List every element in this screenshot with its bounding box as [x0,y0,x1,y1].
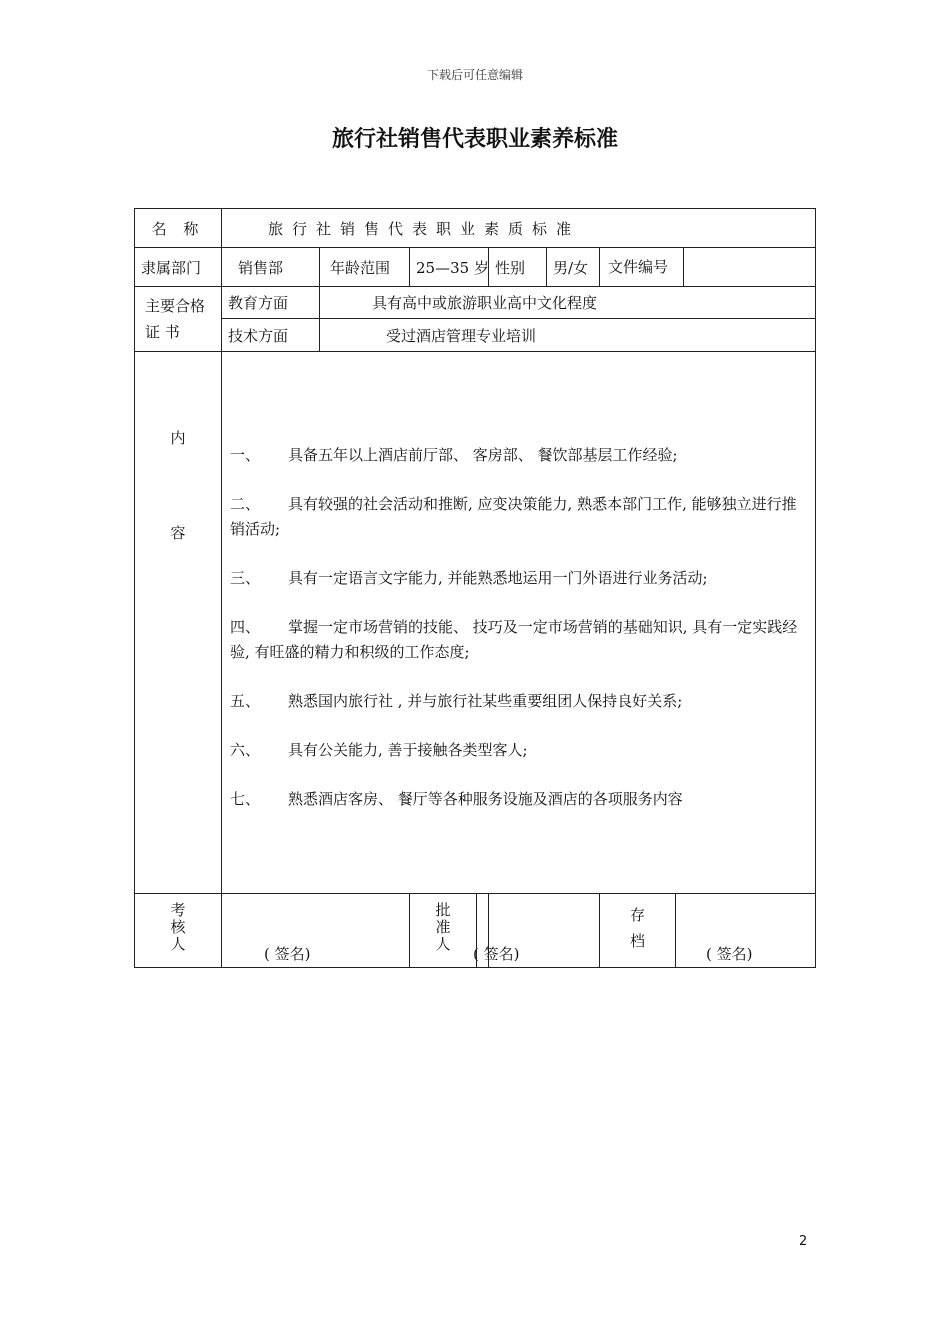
education-label: 教育方面 [222,287,320,319]
item-text: 熟悉国内旅行社 , 并与旅行社某些重要组团人保持良好关系; [288,692,683,710]
item-number: 七、 [230,790,261,808]
approver-block [410,894,489,968]
header-note: 下载后可任意编辑 [426,68,523,82]
archive-sign-text[interactable]: ( 签名) [706,945,753,963]
approver-label: 批准人 [410,894,477,967]
item-text: 掌握一定市场营销的技能、 技巧及一定市场营销的基础知识, 具有一定实践经验, 有旺盛的精力和积级的工作态度; [230,618,798,661]
requirement-item [230,615,807,665]
page-number: 2 [799,1234,808,1249]
gender-label: 性别 [489,248,547,287]
approver-signature[interactable] [473,894,600,968]
item-text: 具有较强的社会活动和推断, 应变决策能力, 熟悉本部门工作, 能够独立进行推销活动; [230,495,797,538]
content-row [135,352,816,894]
reviewer-sign-text: ( 签名) [264,945,311,963]
content-label [135,352,222,894]
document-title: 旅行社销售代表职业素养标准 [331,127,618,152]
dept-value: 销售部 [222,248,320,287]
item-number: 二、 [230,495,261,513]
certificate-label: 主要合格证 书 [135,287,222,352]
item-number: 五、 [230,692,261,710]
item-text: 具有公关能力, 善于接触各类型客人; [288,741,528,759]
requirement-item [230,492,807,542]
tech-label: 技术方面 [222,319,320,352]
doc-number-label: 文件编号 [600,248,684,286]
dept-row [135,248,816,287]
requirement-item [230,566,807,591]
archive-block [600,894,816,968]
name-value: 旅行社销售代表职业素质标准 [222,209,816,248]
tech-value: 受过酒店管理专业培训 [320,319,816,352]
item-text: 具备五年以上酒店前厅部、 客房部、 餐饮部基层工作经验; [288,446,678,464]
item-number: 一、 [230,446,261,464]
gender-value: 男/女 [547,248,600,287]
item-number: 三、 [230,569,261,587]
item-number: 六、 [230,741,261,759]
education-row [135,287,816,319]
standard-form-table [134,208,816,968]
age-label: 年龄范围 [320,248,410,287]
requirement-list [230,443,807,836]
approver-sign-text: ( 签名) [473,945,520,963]
doc-number-cell [600,248,816,287]
dept-label: 隶属部门 [135,248,222,287]
content-label-char-1: 内 [170,429,186,447]
content-label-char-2: 容 [170,524,186,542]
education-value: 具有高中或旅游职业高中文化程度 [320,287,816,319]
item-text: 熟悉酒店客房、 餐厅等各种服务设施及酒店的各项服务内容 [288,790,683,808]
item-number: 四、 [230,618,261,636]
requirement-item [230,787,807,812]
signature-row [135,894,816,968]
requirement-item [230,689,807,714]
tech-row [135,319,816,352]
reviewer-signature[interactable] [222,894,410,968]
requirement-item [230,443,807,468]
archive-label: 存档 [600,894,676,967]
name-label: 名 称 [135,209,222,248]
reviewer-label: 考核人 [135,894,222,968]
requirement-item [230,738,807,763]
age-value: 25—35 岁 [410,248,489,287]
content-cell [222,352,816,894]
name-row [135,209,816,248]
item-text: 具有一定语言文字能力, 并能熟悉地运用一门外语进行业务活动; [288,569,708,587]
